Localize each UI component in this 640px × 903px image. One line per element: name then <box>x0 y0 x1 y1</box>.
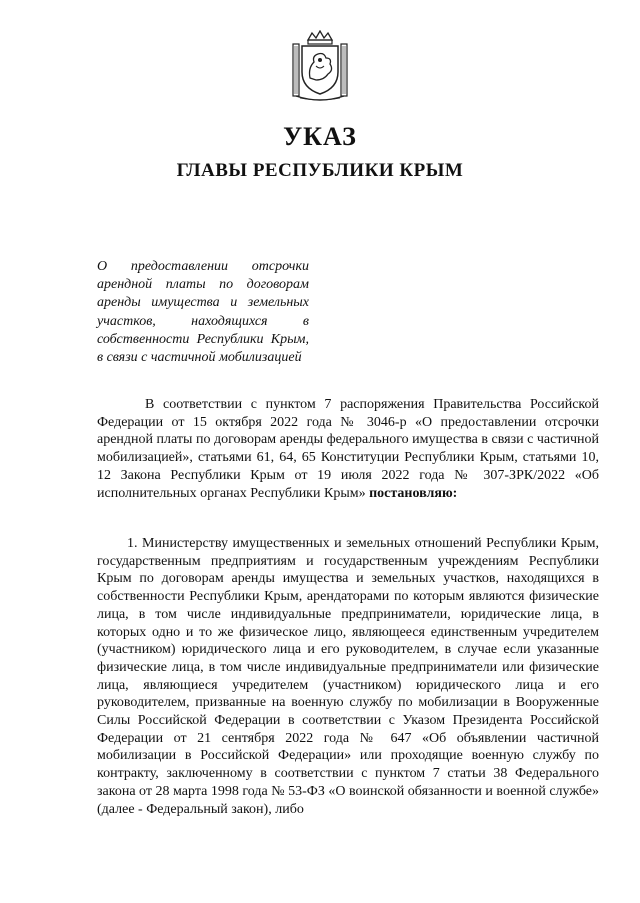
decree-word: постановляю: <box>369 485 458 501</box>
decree-subject: О предоставлении отсрочки арендной платы по договорам аренды имущества и земельных участков, находящихся в собственности Республики Крым, в связи с частичной мобилизацией <box>97 259 309 366</box>
preamble-paragraph <box>97 396 599 502</box>
document-title: УКАЗ <box>283 122 357 151</box>
clause-1-paragraph: 1. Министерству имущественных и земельных отношений Республики Крым, государственным предприятиям и государственным учреждениям Республики Крым по договорам аренды имущества и земельных участков, находящихся в собственности Республики Крым, арендаторами по которым являются физические лица, в том числе индивидуальные предприниматели, юридические лица, в которых одно и то же физическое лицо, являющееся единственным учредителем (участником) юридического лица и его руководителем, в случае если указанные физические лица, в том числе индивидуальные предприниматели или физические лица, являющиеся учредителем (участником) юридического лица и его руководителем, призванные на военную службу по мобилизации в Вооруженные Силы Российской Федерации в соответствии с Указом Президента Российской Федерации от 21 сентября 2022 года № 647 «Об объявлении частичной мобилизации в Российской Федерации» или проходящие военную службу по контракту, заключенному в соответствии с пунктом 7 статьи 38 Федерального закона от 28 марта 1998 года № 53-ФЗ «О воинской обязанности и военной службе» (далее - Федеральный закон), либо <box>97 536 599 817</box>
document-subtitle: ГЛАВЫ РЕСПУБЛИКИ КРЫМ <box>176 160 464 181</box>
crimea-coat-of-arms-icon <box>290 30 350 102</box>
preamble-text: В соответствии с пунктом 7 распоряжения Правительства Российской Федерации от 15 октября 2022 года № 3046-р «О предоставлении отсрочки арендной платы по договорам аренды федерального имущества в связи с частичной мобилизацией», статьями 61, 64, 65 Конституции Республики Крым, статьями 10, 12 Закона Республики Крым от 19 июля 2022 года № 307-ЗРК/2022 «Об исполнительных органах Республики Крым» <box>97 397 599 501</box>
